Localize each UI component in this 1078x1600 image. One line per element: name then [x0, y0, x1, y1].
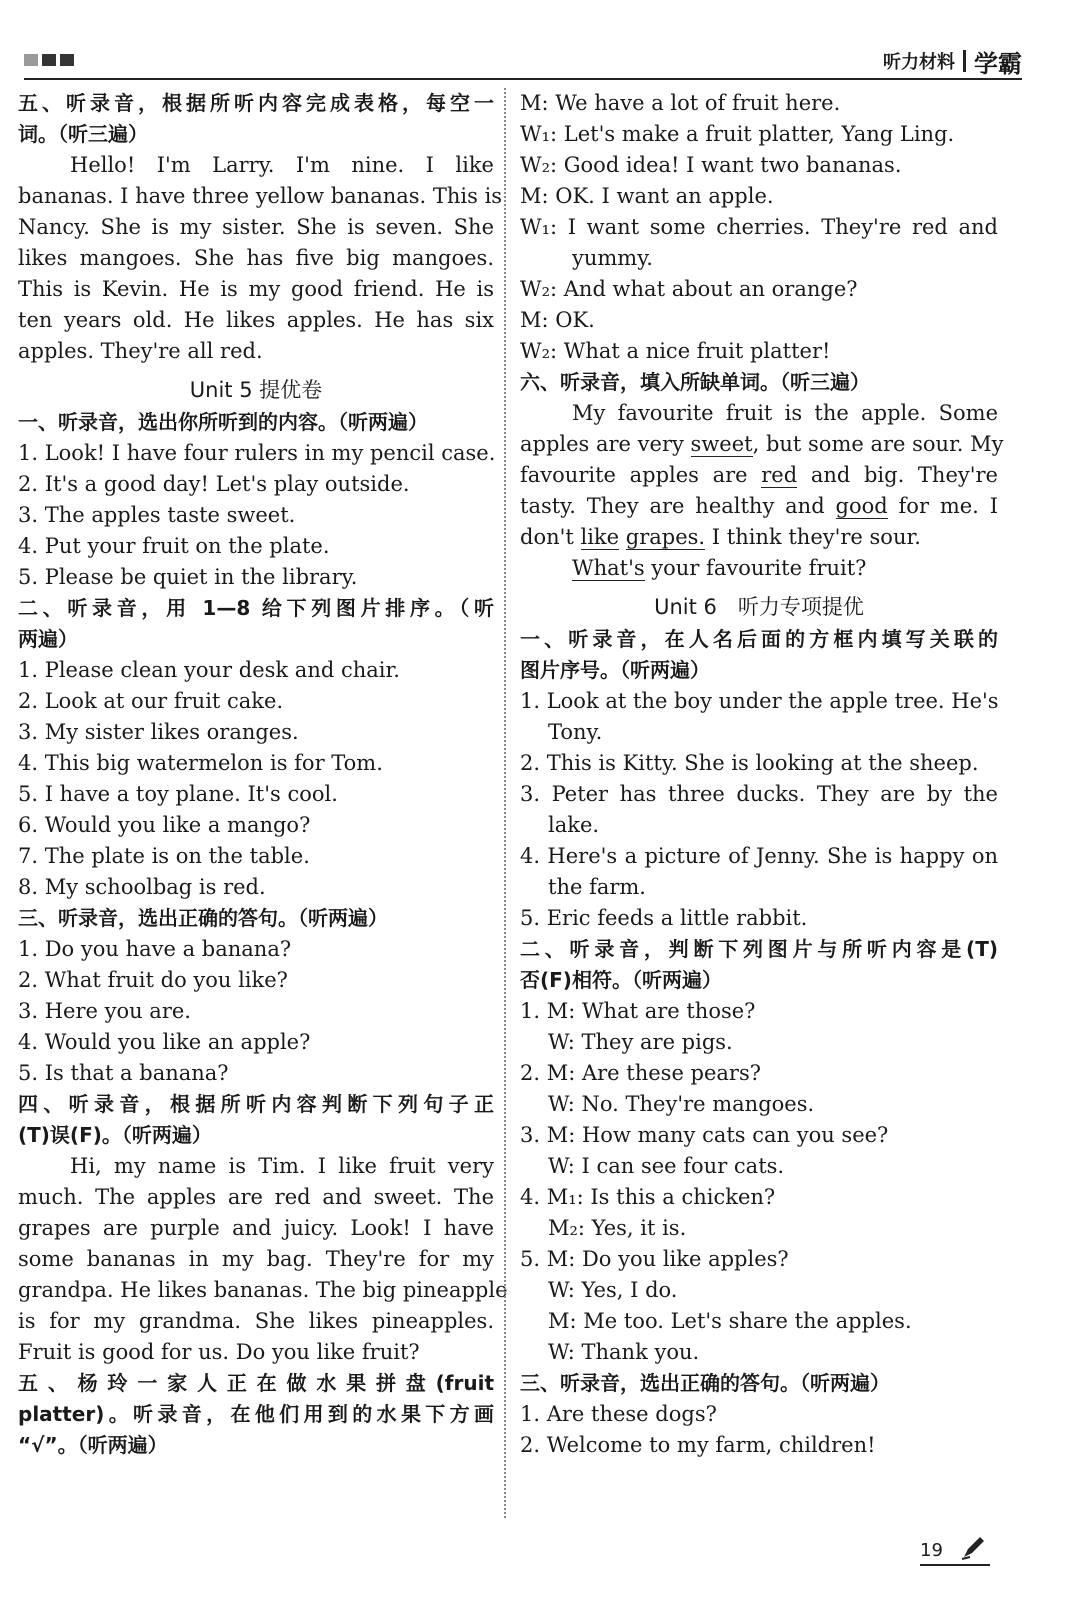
text-line: W₂: Good idea! I want two bananas.: [520, 153, 902, 177]
text-line: 3. Peter has three ducks. They are by the: [520, 782, 998, 806]
text-line: 8. My schoolbag is red.: [18, 875, 266, 899]
right-column: [520, 88, 1004, 1461]
text-line: W: I can see four cats.: [548, 1154, 785, 1178]
section-heading: 二、听录音，用 1—8 给下列图片排序。（听: [18, 596, 494, 620]
header-separator: [963, 50, 966, 72]
text-line: 5. Eric feeds a little rabbit.: [520, 906, 808, 930]
text-line: 4. Put your fruit on the plate.: [18, 534, 330, 558]
unit-title: Unit 6 听力专项提优: [654, 595, 864, 619]
text-line: M: We have a lot of fruit here.: [520, 91, 841, 115]
section-heading: 词。（听三遍）: [18, 122, 148, 146]
section-heading: 五、听录音，根据所听内容完成表格，每空一: [18, 91, 494, 115]
text-line: 3. The apples taste sweet.: [18, 503, 296, 527]
text-line: W₁: Let's make a fruit platter, Yang Ling.: [520, 122, 955, 146]
text-line: likes mangoes. She has five big mangoes.: [18, 246, 494, 270]
text-line: 3. M: How many cats can you see?: [520, 1123, 889, 1147]
text-line: 1. Please clean your desk and chair.: [18, 658, 400, 682]
text-line: W: Yes, I do.: [548, 1278, 678, 1302]
text-line: 3. Here you are.: [18, 999, 191, 1023]
text-line: 2. Welcome to my farm, children!: [520, 1433, 876, 1457]
text-line: yummy.: [572, 246, 653, 270]
section-heading: 三、听录音，选出正确的答句。（听两遍）: [520, 1371, 890, 1395]
text-line: 1. Are these dogs?: [520, 1402, 717, 1426]
text-line: ten years old. He likes apples. He has six: [18, 308, 494, 332]
section-heading: 五、杨玲一家人正在做水果拼盘(fruit: [18, 1371, 494, 1395]
left-column: [18, 88, 508, 1461]
text-line: lake.: [548, 813, 600, 837]
text-line: 1. M: What are those?: [520, 999, 756, 1023]
text-line: apples. They're all red.: [18, 339, 263, 363]
section-heading: “√”。（听两遍）: [18, 1433, 168, 1457]
text-line: 1. Look at the boy under the apple tree. He's: [520, 689, 999, 713]
unit-title: Unit 5 提优卷: [189, 378, 323, 402]
text-line: W₁: I want some cherries. They're red and: [520, 215, 998, 239]
text-line: W: They are pigs.: [548, 1030, 733, 1054]
text-line: This is Kevin. He is my good friend. He is: [18, 277, 494, 301]
section-heading: 三、听录音，选出正确的答句。（听两遍）: [18, 906, 388, 930]
text-line: grapes are purple and juicy. Look! I have: [18, 1216, 494, 1240]
text-line: 1. Look! I have four rulers in my pencil case.: [18, 441, 496, 465]
text-line: favourite apples are red and big. They're: [520, 463, 998, 487]
text-line: 3. My sister likes oranges.: [18, 720, 299, 744]
text-line: 4. M₁: Is this a chicken?: [520, 1185, 776, 1209]
text-line: M: OK. I want an apple.: [520, 184, 774, 208]
text-line: W: Thank you.: [548, 1340, 700, 1364]
text-line: M: OK.: [520, 308, 595, 332]
section-heading: 图片序号。（听两遍）: [520, 658, 710, 682]
text-line: 4. Would you like an apple?: [18, 1030, 311, 1054]
text-line: 2. It's a good day! Let's play outside.: [18, 472, 410, 496]
text-line: 2. This is Kitty. She is looking at the sheep.: [520, 751, 979, 775]
text-line: 5. Is that a banana?: [18, 1061, 229, 1085]
section-heading: 两遍）: [18, 627, 78, 651]
text-line: apples are very sweet, but some are sour. My: [520, 432, 1004, 456]
text-line: W₂: And what about an orange?: [520, 277, 858, 301]
section-heading: 一、听录音，在人名后面的方框内填写关联的: [520, 627, 998, 651]
text-line: M: Me too. Let's share the apples.: [548, 1309, 912, 1333]
section-heading: 六、听录音，填入所缺单词。（听三遍）: [520, 370, 870, 394]
text-line: tasty. They are healthy and good for me. I: [520, 494, 998, 518]
text-line: 7. The plate is on the table.: [18, 844, 310, 868]
text-line: Hello! I'm Larry. I'm nine. I like: [70, 153, 494, 177]
header-right: [883, 44, 1022, 78]
text-line: Nancy. She is my sister. She is seven. She: [18, 215, 494, 239]
section-heading: 四、听录音，根据所听内容判断下列句子正: [18, 1092, 494, 1116]
section-heading: platter)。听录音，在他们用到的水果下方画: [18, 1402, 494, 1426]
header-brand-logo: 学霸: [974, 49, 1022, 78]
text-line: 5. M: Do you like apples?: [520, 1247, 789, 1271]
text-line: 1. Do you have a banana?: [18, 937, 292, 961]
text-line: Hi, my name is Tim. I like fruit very: [70, 1154, 494, 1178]
pen-icon: [960, 1535, 986, 1561]
section-heading: (T)误(F)。（听两遍）: [18, 1123, 212, 1147]
text-line: some bananas in my bag. They're for my: [18, 1247, 494, 1271]
text-line: W: No. They're mangoes.: [548, 1092, 815, 1116]
text-line: 2. Look at our fruit cake.: [18, 689, 284, 713]
page-number: 19: [920, 1540, 943, 1561]
column-divider: [504, 88, 506, 1518]
text-line: 5. Please be quiet in the library.: [18, 565, 358, 589]
text-line: My favourite fruit is the apple. Some: [572, 401, 998, 425]
text-line: bananas. I have three yellow bananas. This is: [18, 184, 503, 208]
text-line: grandpa. He likes bananas. The big pineapple: [18, 1278, 508, 1302]
text-line: 2. M: Are these pears?: [520, 1061, 762, 1085]
text-line: don't like grapes. I think they're sour.: [520, 525, 921, 549]
text-line: Tony.: [548, 720, 603, 744]
text-line: 4. Here's a picture of Jenny. She is happy on: [520, 844, 998, 868]
section-heading: 二、听录音，判断下列图片与所听内容是(T): [520, 937, 998, 961]
text-line: M₂: Yes, it is.: [548, 1216, 687, 1240]
text-line: W₂: What a nice fruit platter!: [520, 339, 831, 363]
text-line: much. The apples are red and sweet. The: [18, 1185, 494, 1209]
section-heading: 否(F)相符。（听两遍）: [520, 968, 722, 992]
section-heading: 一、听录音，选出你所听到的内容。（听两遍）: [18, 410, 428, 434]
text-line: is for my grandma. She likes pineapples.: [18, 1309, 494, 1333]
text-line: Fruit is good for us. Do you like fruit?: [18, 1340, 420, 1364]
text-line: 5. I have a toy plane. It's cool.: [18, 782, 338, 806]
text-line: What's your favourite fruit?: [572, 556, 867, 580]
header-marks: [24, 54, 74, 66]
page-header: [24, 44, 1022, 80]
text-line: 6. Would you like a mango?: [18, 813, 311, 837]
header-material-label: 听力材料: [883, 52, 955, 73]
text-line: 4. This big watermelon is for Tom.: [18, 751, 383, 775]
text-line: the farm.: [548, 875, 646, 899]
text-line: 2. What fruit do you like?: [18, 968, 288, 992]
